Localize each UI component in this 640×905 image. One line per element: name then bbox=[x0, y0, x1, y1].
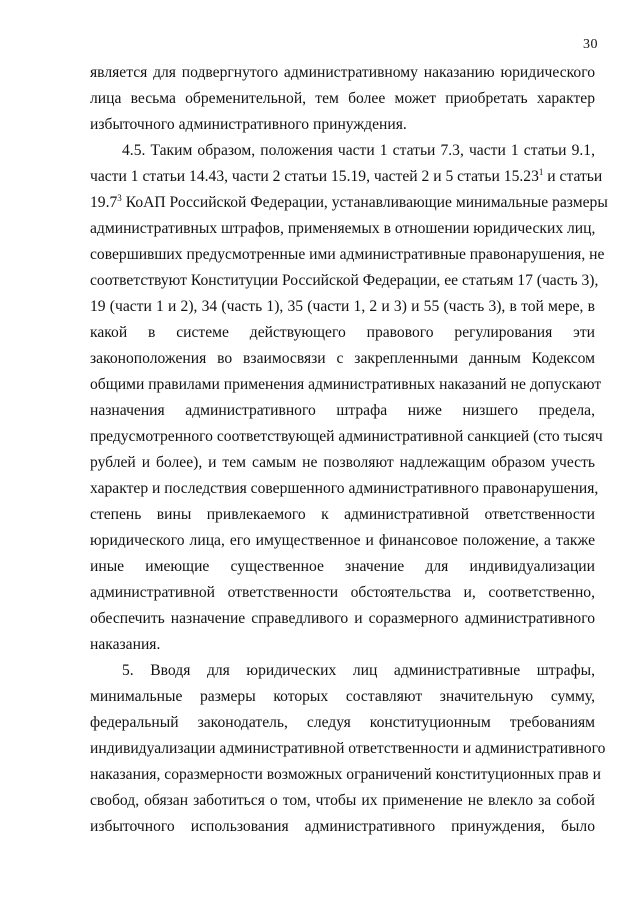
text-line: административных штрафов, применяемых в отношении юридических лиц, bbox=[90, 220, 596, 237]
text-line: является для подвергнутого административному наказанию юридического bbox=[90, 64, 595, 81]
text-line: избыточного административного принуждения. bbox=[90, 116, 407, 133]
text-segment: и статьи bbox=[543, 168, 603, 185]
text-line: административной ответственности обстоятельства и, соответственно, bbox=[90, 584, 595, 601]
text-segment: части 1 статьи 14.43, части 2 статьи 15.19, частей 2 и 5 статьи 15.23 bbox=[90, 168, 539, 185]
text-line: избыточного использования административного принуждения, было bbox=[90, 818, 595, 835]
text-line: характер и последствия совершенного административного правонарушения, bbox=[90, 480, 599, 497]
text-line: степень вины привлекаемого к административной ответственности bbox=[90, 506, 595, 523]
paragraph-4-5-first-line: 4.5. Таким образом, положения части 1 статьи 7.3, части 1 статьи 9.1, bbox=[122, 142, 595, 159]
text-line: обеспечить назначение справедливого и соразмерного административного bbox=[90, 610, 595, 627]
text-line: свобод, обязан заботиться о том, чтобы их применение не влекло за собой bbox=[90, 792, 595, 809]
footnote-marker: 1 bbox=[538, 166, 544, 177]
text-line-with-footnote bbox=[90, 192, 608, 213]
text-line: лица весьма обременительной, тем более может приобретать характер bbox=[90, 90, 595, 107]
text-line: совершивших предусмотренные ими административные правонарушения, не bbox=[90, 246, 605, 263]
text-line: иные имеющие существенное значение для индивидуализации bbox=[90, 558, 595, 575]
text-segment: 19.7 bbox=[90, 194, 118, 211]
footnote-marker: 3 bbox=[117, 192, 122, 203]
text-line: 19 (части 1 и 2), 34 (часть 1), 35 (части 1, 2 и 3) и 55 (часть 3), в той мере, в bbox=[90, 298, 595, 315]
text-line: индивидуализации административной ответственности и административного bbox=[90, 740, 606, 757]
text-line: какой в системе действующего правового регулирования эти bbox=[90, 324, 595, 341]
text-line: соответствуют Конституции Российской Федерации, ее статьям 17 (часть 3), bbox=[90, 272, 599, 289]
text-line: наказания, соразмерности возможных ограничений конституционных прав и bbox=[90, 766, 602, 783]
page-number: 30 bbox=[583, 37, 598, 52]
paragraph-5-first-line: 5. Вводя для юридических лиц административные штрафы, bbox=[122, 662, 595, 679]
text-line: минимальные размеры которых составляют значительную сумму, bbox=[90, 688, 595, 705]
text-line: наказания. bbox=[90, 636, 161, 653]
text-line: предусмотренного соответствующей административной санкцией (сто тысяч bbox=[90, 428, 603, 445]
text-line: рублей и более), и тем самым не позволяют надлежащим образом учесть bbox=[90, 454, 595, 471]
text-line: юридического лица, его имущественное и финансовое положение, а также bbox=[90, 532, 595, 549]
text-line: общими правилами применения административных наказаний не допускают bbox=[90, 376, 602, 393]
text-segment: КоАП Российской Федерации, устанавливающие минимальные размеры bbox=[121, 194, 608, 211]
text-line: федеральный законодатель, следуя конституционным требованиям bbox=[90, 714, 595, 731]
text-line: назначения административного штрафа ниже низшего предела, bbox=[90, 402, 595, 419]
text-line-with-footnote bbox=[90, 166, 603, 187]
text-line: законоположения во взаимосвязи с закрепленными данным Кодексом bbox=[90, 350, 595, 367]
